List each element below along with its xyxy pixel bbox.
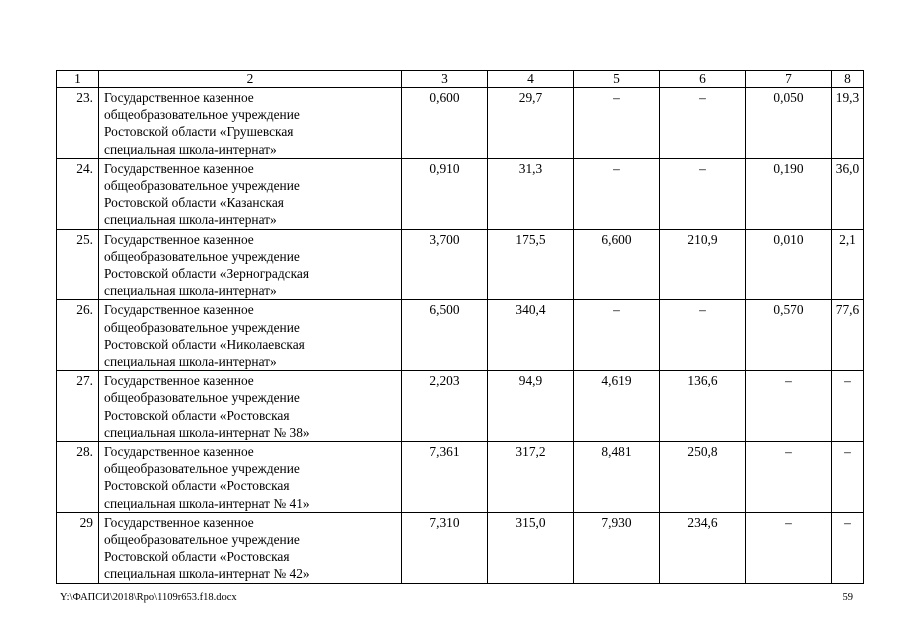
row-number-cell-text: 24. [76,160,93,176]
value-cell-c3 [402,229,488,300]
value-cell-c4-text: 94,9 [518,373,543,389]
value-cell-c3 [402,300,488,371]
value-cell-c7 [746,300,832,371]
row-number-cell-text: 23. [76,90,93,105]
institution-name-line: Ростовской области «Ростовская [104,478,290,494]
value-cell-c7 [746,158,832,229]
data-table [56,70,864,584]
value-cell-c7-text: 0,190 [773,160,804,176]
value-cell-c7-text: – [785,373,792,389]
value-cell-c6-text: 234,6 [687,514,718,530]
value-cell-c4-text: 31,3 [518,160,543,176]
value-cell-c5 [574,229,660,300]
value-cell-c8 [832,229,864,300]
institution-name-line: Государственное казенное [104,514,254,530]
institution-name-cell-text [99,371,401,441]
value-cell-c3-text: 0,600 [429,90,460,105]
value-cell-c5-text: 6,600 [601,231,632,247]
header-cell-4: 4 [488,71,574,88]
value-cell-c6 [660,88,746,159]
institution-name-line: Государственное казенное [104,160,254,176]
institution-name-line: Ростовской области «Николаевская [104,336,305,352]
row-number-cell [57,512,99,583]
value-cell-c7-text: 0,570 [773,302,804,318]
value-cell-c5 [574,300,660,371]
value-cell-c7 [746,371,832,442]
value-cell-c5-text: – [613,302,620,318]
institution-name-cell [99,88,402,159]
value-cell-c7 [746,88,832,159]
value-cell-c5 [574,371,660,442]
institution-name-line: общеобразовательное учреждение [104,178,300,194]
value-cell-c6-text: – [699,160,706,176]
value-cell-c7-text: – [785,444,792,460]
institution-name-cell-text [99,159,401,229]
institution-name-cell [99,300,402,371]
row-number-cell-text: 29 [79,514,93,530]
institution-name-line: специальная школа-интернат № 38» [104,424,310,440]
header-cell-7: 7 [746,71,832,88]
institution-name-line: специальная школа-интернат» [104,354,277,370]
institution-name-cell-text [99,513,401,583]
row-number-cell [57,442,99,513]
value-cell-c8 [832,371,864,442]
value-cell-c3 [402,88,488,159]
institution-name-line: общеобразовательное учреждение [104,461,300,477]
value-cell-c8 [832,88,864,159]
table-row [57,512,864,583]
value-cell-c8-text: – [844,373,851,389]
value-cell-c4 [488,371,574,442]
value-cell-c7-text: – [785,514,792,530]
value-cell-c3 [402,371,488,442]
header-cell-3: 3 [402,71,488,88]
table-row [57,158,864,229]
value-cell-c5-text: 8,481 [601,444,632,460]
institution-name-line: специальная школа-интернат» [104,141,277,157]
value-cell-c3-text: 2,203 [429,373,460,389]
value-cell-c3-text: 3,700 [429,231,460,247]
table-row [57,371,864,442]
row-number-cell [57,229,99,300]
value-cell-c4 [488,300,574,371]
institution-name-cell [99,158,402,229]
institution-name-line: Государственное казенное [104,373,254,389]
value-cell-c5-text: 4,619 [601,373,632,389]
value-cell-c7 [746,229,832,300]
row-number-cell [57,88,99,159]
value-cell-c8 [832,300,864,371]
value-cell-c6-text: – [699,302,706,318]
value-cell-c7-text: 0,050 [773,90,804,105]
footer-page-number: 59 [842,592,853,603]
header-cell-1: 1 [57,71,99,88]
value-cell-c3-text: 7,361 [429,444,460,460]
value-cell-c5-text: – [613,90,620,105]
institution-name-line: специальная школа-интернат № 41» [104,495,310,511]
institution-name-cell [99,371,402,442]
value-cell-c5-text: – [613,160,620,176]
value-cell-c5 [574,158,660,229]
row-number-cell [57,371,99,442]
value-cell-c4-text: 317,2 [515,444,546,460]
value-cell-c8-text: – [844,444,851,460]
institution-name-line: общеобразовательное учреждение [104,532,300,548]
row-number-cell-text: 26. [76,302,93,318]
value-cell-c6 [660,229,746,300]
institution-name-cell-text [99,442,401,512]
value-cell-c8-text: 36,0 [835,160,860,176]
institution-name-line: общеобразовательное учреждение [104,248,300,264]
value-cell-c6-text: 250,8 [687,444,718,460]
institution-name-cell-text [99,300,401,370]
value-cell-c3 [402,442,488,513]
institution-name-line: общеобразовательное учреждение [104,390,300,406]
institution-name-line: специальная школа-интернат» [104,212,277,228]
table-row [57,229,864,300]
institution-name-cell [99,229,402,300]
institution-name-line: Государственное казенное [104,302,254,318]
value-cell-c4 [488,442,574,513]
value-cell-c5 [574,442,660,513]
institution-name-line: Государственное казенное [104,90,254,105]
row-number-cell-text: 25. [76,231,93,247]
institution-name-cell [99,442,402,513]
table-header-row [57,71,864,88]
institution-name-line: Ростовской области «Ростовская [104,549,290,565]
value-cell-c4-text: 315,0 [515,514,546,530]
value-cell-c8-text: 77,6 [835,302,860,318]
value-cell-c3 [402,158,488,229]
value-cell-c4-text: 175,5 [515,231,546,247]
value-cell-c8 [832,158,864,229]
value-cell-c7 [746,512,832,583]
institution-name-line: Ростовской области «Зерноградская [104,266,309,282]
row-number-cell [57,300,99,371]
value-cell-c8-text: 19,3 [835,90,860,105]
institution-name-line: Ростовской области «Грушевская [104,124,294,140]
row-number-cell-text: 27. [76,373,93,389]
institution-name-line: Ростовской области «Ростовская [104,407,290,423]
value-cell-c4 [488,158,574,229]
table-row [57,300,864,371]
institution-name-line: Ростовской области «Казанская [104,195,284,211]
header-cell-8: 8 [832,71,864,88]
institution-name-line: общеобразовательное учреждение [104,319,300,335]
value-cell-c6 [660,158,746,229]
value-cell-c6-text: 136,6 [687,373,718,389]
value-cell-c8 [832,512,864,583]
value-cell-c4 [488,229,574,300]
value-cell-c7-text: 0,010 [773,231,804,247]
value-cell-c4 [488,88,574,159]
institution-name-cell [99,512,402,583]
institution-name-line: специальная школа-интернат» [104,283,277,299]
row-number-cell-text: 28. [76,444,93,460]
header-cell-5: 5 [574,71,660,88]
value-cell-c4 [488,512,574,583]
institution-name-cell-text [99,88,401,158]
value-cell-c8-text: 2,1 [839,231,856,247]
value-cell-c3-text: 6,500 [429,302,460,318]
institution-name-line: специальная школа-интернат № 42» [104,566,310,582]
institution-name-cell-text [99,230,401,300]
value-cell-c5 [574,88,660,159]
footer-file-path: Y:\ФАПСИ\2018\Rpo\1109r653.f18.docx [60,592,237,603]
header-cell-6: 6 [660,71,746,88]
table-row [57,442,864,513]
value-cell-c6 [660,300,746,371]
institution-name-line: Государственное казенное [104,444,254,460]
value-cell-c6 [660,442,746,513]
value-cell-c3-text: 7,310 [429,514,460,530]
value-cell-c4-text: 340,4 [515,302,546,318]
value-cell-c8 [832,442,864,513]
value-cell-c6-text: – [699,90,706,105]
institution-name-line: общеобразовательное учреждение [104,107,300,123]
row-number-cell [57,158,99,229]
value-cell-c6 [660,512,746,583]
table-row [57,88,864,159]
value-cell-c5 [574,512,660,583]
institution-name-line: Государственное казенное [104,231,254,247]
value-cell-c4-text: 29,7 [518,90,543,105]
value-cell-c7 [746,442,832,513]
header-cell-2: 2 [99,71,402,88]
value-cell-c6-text: 210,9 [687,231,718,247]
value-cell-c3-text: 0,910 [429,160,460,176]
value-cell-c6 [660,371,746,442]
value-cell-c5-text: 7,930 [601,514,632,530]
value-cell-c8-text: – [844,514,851,530]
table-body [57,71,864,584]
value-cell-c3 [402,512,488,583]
